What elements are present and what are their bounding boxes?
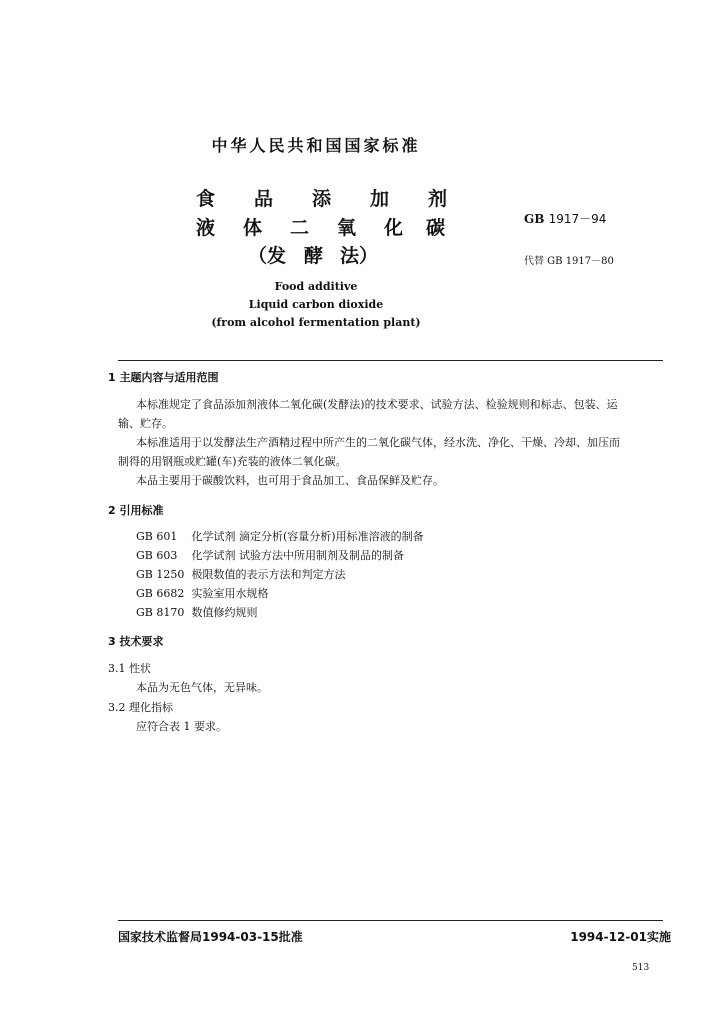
reference-item [136, 528, 424, 544]
paragraph-line: 本标准规定了食品添加剂液体二氧化碳(发酵法)的技术要求、试验方法、检验规则和标志、包装、运 [136, 398, 618, 411]
title-char: （发 [248, 245, 287, 267]
reference-code: GB 603 [136, 549, 178, 562]
title-char: 食 [196, 188, 216, 210]
page-number: 513 [632, 963, 650, 973]
title-char: 剂 [428, 188, 448, 210]
english-title-line: (from alcohol fermentation plant) [211, 316, 421, 329]
title-char: 体 [243, 217, 263, 239]
section-2-heading: 2 引用标准 [108, 504, 164, 517]
paragraph-line: 本品主要用于碳酸饮料，也可用于食品加工、食品保鲜及贮存。 [136, 474, 444, 487]
title-char: 加 [370, 188, 390, 210]
reference-code: GB 6682 [136, 587, 185, 600]
title-char: 酵 [304, 245, 324, 267]
title-char: 液 [196, 217, 216, 239]
reference-item [136, 547, 404, 563]
title-char: 氧 [337, 217, 357, 239]
subsection-3-2-text: 应符合表 1 要求。 [136, 720, 227, 733]
reference-item [136, 604, 258, 620]
reference-title: 化学试剂 试验方法中所用制剂及制品的制备 [191, 549, 404, 562]
reference-item [136, 585, 269, 601]
title-char: 二 [290, 217, 310, 239]
title-char: 化 [384, 217, 404, 239]
reference-title: 数值修约规则 [191, 606, 258, 619]
section-1-heading: 1 主题内容与适用范围 [108, 371, 219, 384]
paragraph-line: 制得的用钢瓶或贮罐(车)充装的液体二氧化碳。 [118, 455, 347, 468]
standard-code-prefix: GB [524, 212, 545, 226]
reference-title: 极限数值的表示方法和判定方法 [191, 568, 346, 581]
title-char: 添 [312, 188, 332, 210]
standard-code-number: 1917－94 [548, 212, 607, 226]
reference-item [136, 566, 346, 582]
reference-code: GB 8170 [136, 606, 185, 619]
reference-title: 实验室用水规格 [191, 587, 269, 600]
title-char: 品 [254, 188, 274, 210]
paragraph-line: 本标准适用于以发酵法生产酒精过程中所产生的二氧化碳气体，经水洗、净化、干燥、冷却、加压而 [136, 436, 620, 449]
english-title-line: Food additive [274, 280, 358, 293]
english-title-line: Liquid carbon dioxide [248, 298, 384, 311]
footer-rule [118, 920, 663, 921]
reference-title: 化学试剂 滴定分析(容量分析)用标准溶液的制备 [191, 530, 424, 543]
effective-date: 1994-12-01实施 [570, 930, 671, 944]
title-char: 碳 [426, 217, 446, 239]
national-standard-label: 中华人民共和国国家标准 [211, 136, 421, 155]
reference-code: GB 601 [136, 530, 178, 543]
header-rule [118, 360, 663, 361]
approval-date: 国家技术监督局1994-03-15批准 [118, 930, 303, 944]
title-char: 法） [340, 245, 379, 267]
replaces-note: 代替 GB 1917－80 [524, 256, 614, 267]
subsection-3-2-heading: 3.2 理化指标 [108, 701, 173, 714]
standard-code [524, 210, 606, 227]
reference-code: GB 1250 [136, 568, 185, 581]
paragraph-line: 输、贮存。 [118, 417, 173, 430]
section-3-heading: 3 技术要求 [108, 635, 164, 648]
subsection-3-1-heading: 3.1 性状 [108, 662, 151, 675]
subsection-3-1-text: 本品为无色气体，无异味。 [136, 681, 268, 694]
